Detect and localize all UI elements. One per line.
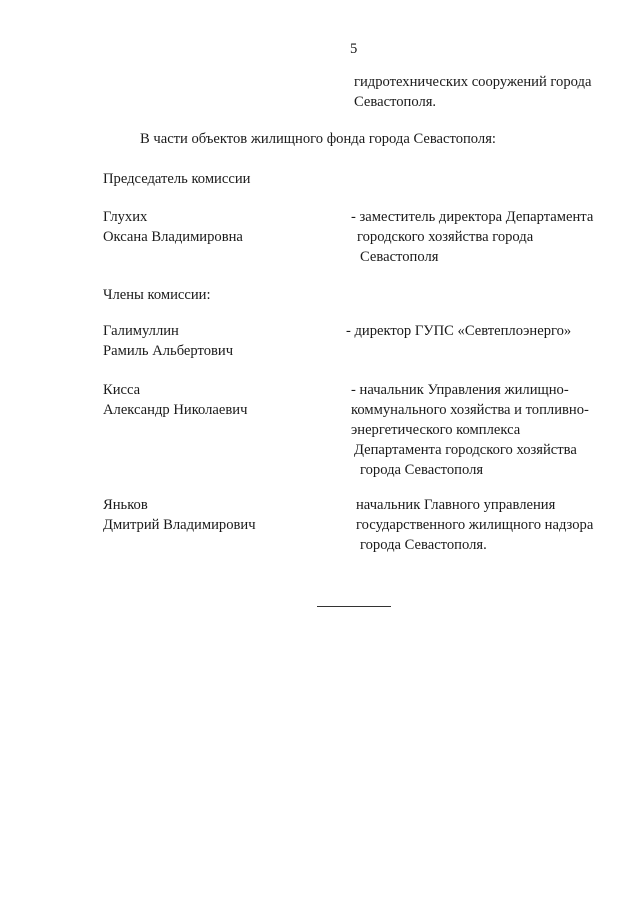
position-line: города Севастополя bbox=[360, 462, 484, 478]
member-name bbox=[103, 380, 247, 420]
position-line: - директор ГУПС «Севтеплоэнерго» bbox=[346, 323, 572, 339]
previous-section-tail bbox=[354, 72, 591, 112]
position-line: городского хозяйства города bbox=[357, 229, 534, 245]
position-line: энергетического комплекса bbox=[351, 422, 521, 438]
previous-tail-line: гидротехнических сооружений города bbox=[354, 74, 592, 90]
end-of-document-rule bbox=[317, 606, 391, 607]
surname: Галимуллин bbox=[103, 323, 179, 339]
chair-position bbox=[351, 207, 593, 267]
position-line: - начальник Управления жилищно- bbox=[351, 382, 569, 398]
member-name bbox=[103, 321, 233, 361]
position-line: Севастополя bbox=[360, 249, 439, 265]
position-line: государственного жилищного надзора bbox=[356, 517, 594, 533]
previous-tail-line: Севастополя. bbox=[354, 94, 437, 110]
section-heading: В части объектов жилищного фонда города Севастополя: bbox=[140, 131, 496, 147]
given-names: Оксана Владимировна bbox=[103, 229, 243, 245]
position-line: коммунального хозяйства и топливно- bbox=[351, 402, 589, 418]
member-position bbox=[351, 380, 589, 480]
chair-name bbox=[103, 207, 243, 247]
member-position bbox=[356, 495, 593, 555]
position-line: - заместитель директора Департамента bbox=[351, 209, 594, 225]
chair-heading: Председатель комиссии bbox=[103, 171, 251, 187]
member-position bbox=[346, 321, 571, 341]
surname: Кисса bbox=[103, 382, 141, 398]
position-line: начальник Главного управления bbox=[356, 497, 556, 513]
surname: Яньков bbox=[103, 497, 148, 513]
position-line: Департамента городского хозяйства bbox=[354, 442, 577, 458]
position-line: города Севастополя. bbox=[360, 537, 487, 553]
given-names: Рамиль Альбертович bbox=[103, 343, 234, 359]
page-number: 5 bbox=[350, 41, 358, 57]
member-name bbox=[103, 495, 256, 535]
given-names: Александр Николаевич bbox=[103, 402, 248, 418]
given-names: Дмитрий Владимирович bbox=[103, 517, 256, 533]
surname: Глухих bbox=[103, 209, 148, 225]
members-heading: Члены комиссии: bbox=[103, 287, 211, 303]
